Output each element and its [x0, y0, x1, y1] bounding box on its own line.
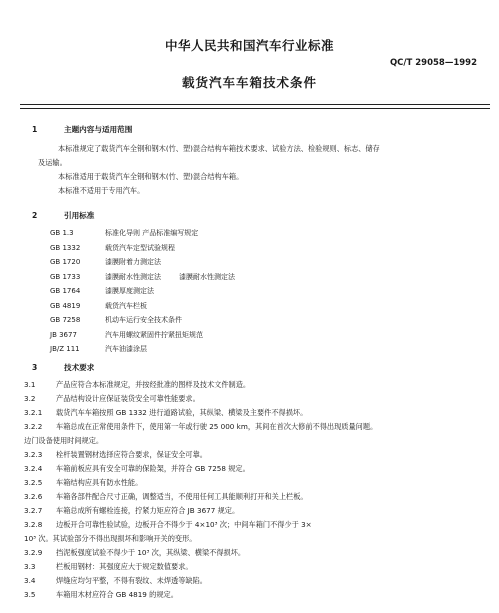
requirement-item [24, 378, 490, 392]
document-title: 载货汽车车箱技术条件 [181, 75, 317, 90]
section-1-heading [32, 124, 132, 135]
reference-title: 机动车运行安全技术条件 [105, 316, 182, 324]
requirement-text: 车箱结构应具有防水性能。 [56, 478, 143, 487]
requirement-item [24, 490, 490, 504]
reference-title: 汽车油漆涂层 [105, 345, 147, 353]
reference-code: GB 4819 [50, 301, 81, 310]
requirement-text: 产品应符合本标准规定，并按经批准的图样及技术文件制造。 [56, 380, 251, 389]
requirement-number: 3.2.8 [24, 520, 43, 529]
requirement-item [24, 518, 490, 532]
requirement-item [24, 588, 490, 602]
reference-title: 漆膜耐水性测定法 [105, 272, 161, 281]
reference-item [50, 270, 235, 284]
reference-item [50, 328, 203, 342]
requirement-continuation: 边门设备使用时间规定。 [24, 436, 104, 445]
requirement-text: 挡泥板强度试验不得少于 10³ 次，其纵梁、横梁不得损坏。 [56, 548, 246, 557]
requirement-number: 3.2.3 [24, 450, 43, 459]
section-2-heading [32, 210, 94, 221]
header-rule [20, 104, 490, 105]
section-title: 引用标准 [64, 211, 95, 220]
reference-title: 载货汽车定型试验规程 [105, 243, 175, 252]
reference-item [50, 226, 198, 240]
requirement-number: 3.2.5 [24, 478, 43, 487]
reference-item [50, 299, 147, 313]
requirements-list [24, 378, 490, 602]
reference-code: GB 1332 [50, 243, 81, 252]
scope-paragraphs [38, 142, 490, 198]
reference-code: GB 1764 [50, 287, 81, 295]
requirement-item [24, 504, 490, 518]
requirement-item [24, 560, 490, 574]
requirement-item [24, 420, 490, 434]
requirement-text: 车箱总成在正常使用条件下，使用第一年或行驶 25 000 km，其间在首次大修前不得出现质量问题。 [56, 422, 378, 431]
requirement-number: 3.2.9 [24, 548, 43, 557]
requirement-text: 车箱各部件配合尺寸正确，调整适当，不使用任何工具能顺利打开和关上栏板。 [56, 492, 308, 501]
requirement-number: 3.2.6 [24, 492, 43, 501]
reference-item [50, 284, 154, 298]
scope-line: 本标准规定了载货汽车全钢和钢木(竹、塑)混合结构车箱技术要求、试验方法、检验规则、标志、储存 [58, 144, 380, 153]
scope-line: 本标准适用于载货汽车全钢和钢木(竹、塑)混合结构车箱。 [58, 172, 244, 181]
scope-line: 及运输。 [38, 158, 67, 167]
requirement-item [24, 476, 490, 490]
reference-title: 漆膜附着力测定法 [105, 258, 161, 266]
section-number: 3 [32, 363, 38, 372]
issuing-org: 中华人民共和国汽车行业标准 [164, 38, 334, 53]
requirement-text: 产品结构设计应保证装货安全可靠性能要求。 [56, 394, 200, 403]
requirement-number: 3.2 [24, 394, 36, 403]
reference-extra: 漆膜耐水性测定法 [179, 272, 235, 281]
scope-line: 本标准不适用于专用汽车。 [58, 186, 145, 195]
requirement-text: 焊缝应均匀平整，不得有裂纹、未焊透等缺陷。 [56, 576, 207, 585]
requirement-text: 载货汽车车箱按照 GB 1332 进行道路试验，其纵梁、横梁及主要件不得损坏。 [56, 408, 308, 417]
reference-code: GB 7258 [50, 316, 81, 324]
requirement-continuation: 10³ 次。其试验部分不得出现损坏和影响开关的变形。 [24, 534, 197, 543]
reference-title: 汽车用螺纹紧固件拧紧扭矩规范 [105, 330, 203, 339]
requirement-item [24, 392, 490, 406]
requirement-text: 栏板用钢材：其强度应大于规定数值要求。 [56, 562, 193, 571]
section-number: 1 [32, 125, 38, 134]
standard-code: QC/T 29058—1992 [389, 58, 477, 68]
requirement-number: 3.1 [24, 380, 36, 389]
requirement-text: 车箱用木材应符合 GB 4819 的规定。 [56, 590, 178, 599]
reference-item [50, 313, 182, 327]
requirement-number: 3.2.4 [24, 464, 43, 473]
reference-title: 标准化导则 产品标准编写规定 [105, 229, 199, 237]
reference-code: JB/Z 111 [50, 345, 80, 353]
requirement-item [24, 546, 490, 560]
requirement-text: 栓杆装置钢材选择应符合要求，保证安全可靠。 [56, 450, 207, 459]
reference-title: 漆膜厚度测定法 [105, 287, 154, 295]
requirement-text: 车箱前板应具有安全可靠的保险架，并符合 GB 7258 规定。 [56, 464, 250, 473]
requirement-number: 3.2.7 [24, 506, 43, 515]
requirement-item [24, 462, 490, 476]
requirement-number: 3.2.2 [24, 422, 43, 431]
section-number: 2 [32, 211, 38, 220]
requirement-number: 3.3 [24, 562, 36, 571]
section-title: 主题内容与适用范围 [64, 125, 133, 134]
requirement-item [24, 406, 490, 420]
header-rule-thick [20, 108, 490, 109]
reference-item [50, 342, 147, 356]
section-title: 技术要求 [64, 363, 95, 372]
requirement-item [24, 574, 490, 588]
requirement-text: 边板开合可靠性验试验，边板开合不得少于 4×10³ 次；中间车箱门不得少于 3× [56, 520, 312, 529]
requirement-item [24, 448, 490, 462]
requirement-text: 车箱总成所有螺栓连接，拧紧力矩应符合 JB 3677 规定。 [56, 506, 240, 515]
reference-code: GB 1733 [50, 272, 81, 281]
reference-title: 载货汽车栏板 [105, 301, 147, 310]
reference-item [50, 241, 175, 255]
requirement-number: 3.4 [24, 576, 36, 585]
reference-item [50, 255, 161, 269]
requirement-number: 3.5 [24, 590, 36, 599]
reference-code: GB 1720 [50, 258, 81, 266]
reference-code: JB 3677 [50, 330, 77, 339]
section-3-heading [32, 362, 94, 373]
requirement-number: 3.2.1 [24, 408, 43, 417]
reference-code: GB 1.3 [50, 229, 74, 237]
